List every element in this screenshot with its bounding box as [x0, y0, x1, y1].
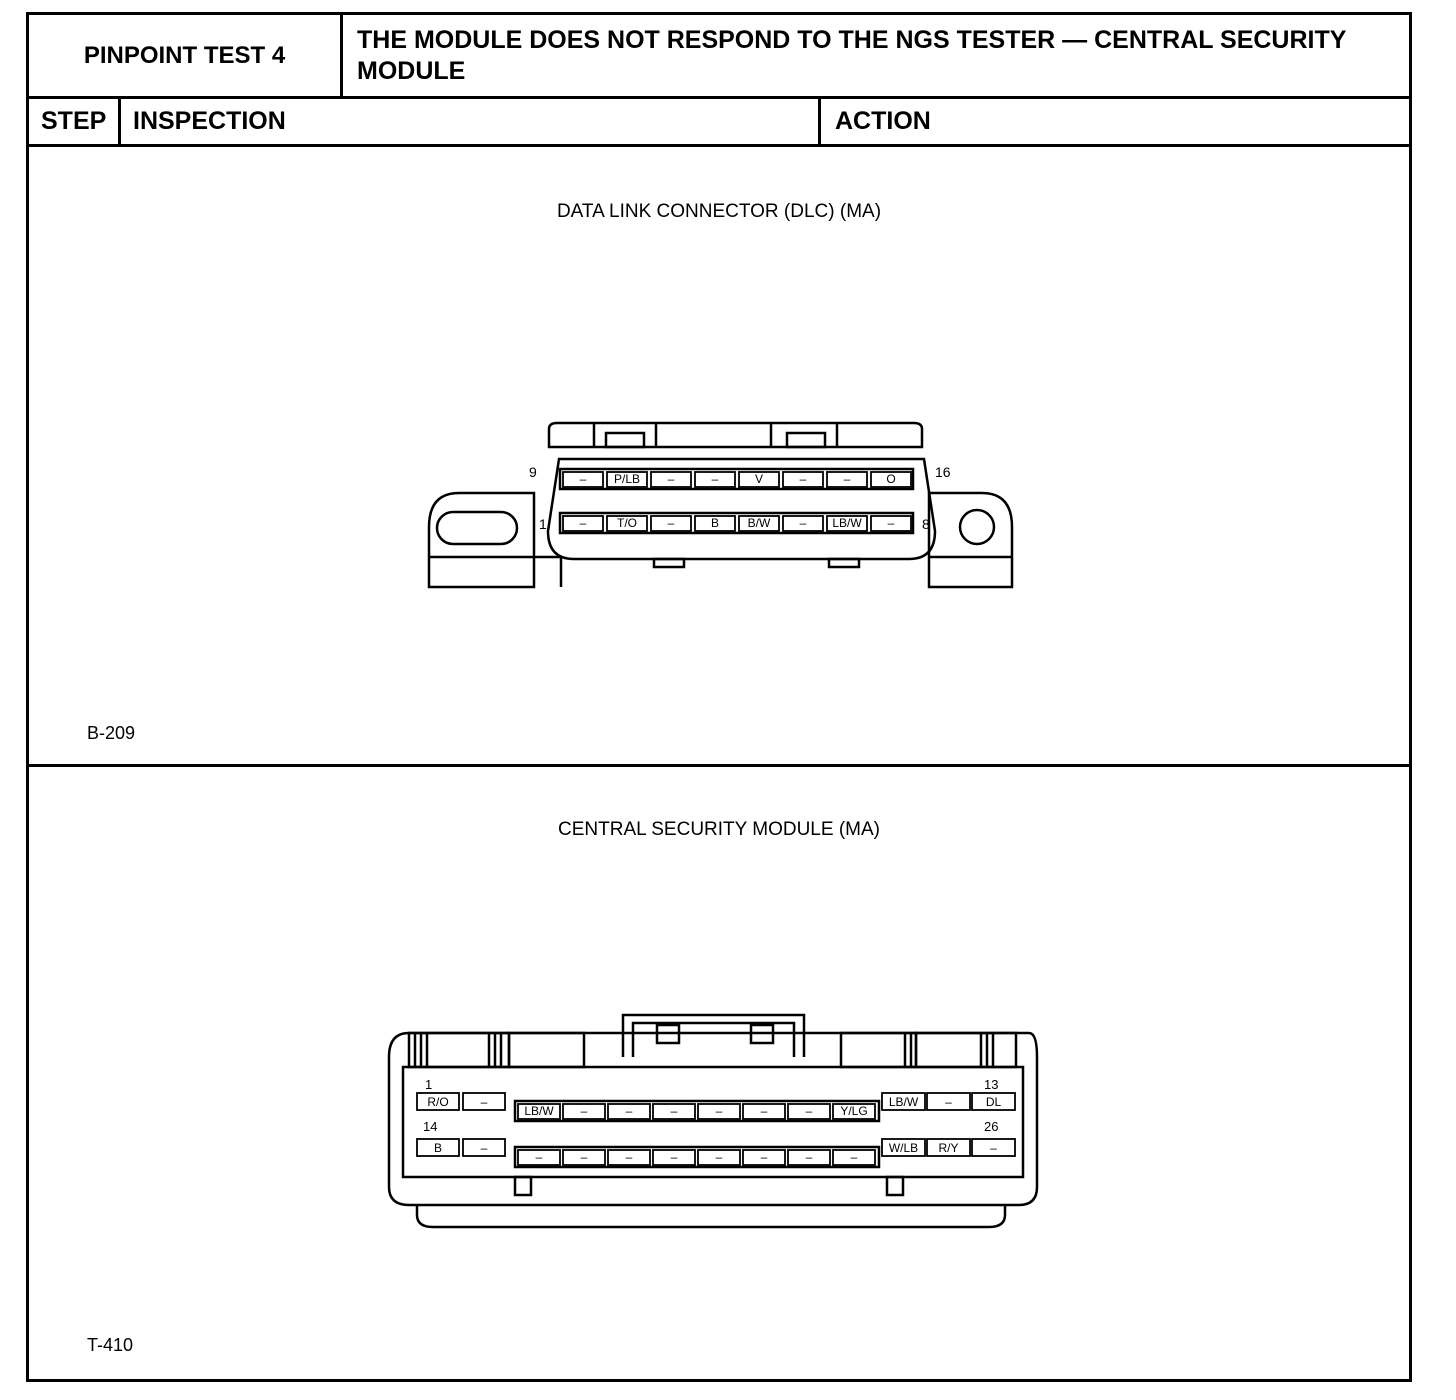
header-row: [29, 15, 1409, 99]
csm-bottom-left-pin-label-2: –: [480, 1141, 488, 1155]
csm-top-right-pin-label-2: –: [945, 1095, 952, 1109]
dlc-bottom-pin-label-6: –: [799, 516, 807, 530]
csm-top-mid-pin-label-3: –: [625, 1104, 633, 1118]
column-step: STEP: [29, 99, 121, 144]
csm-pin-1-label: 1: [425, 1077, 433, 1092]
dlc-bottom-pin-label-2: T/O: [617, 516, 637, 530]
csm-title: CENTRAL SECURITY MODULE (MA): [558, 819, 880, 840]
csm-bottom-mid-pin-label-6: –: [760, 1150, 768, 1164]
dlc-top-pin-label-4: –: [711, 472, 719, 486]
csm-top-mid-pin-label-1: LB/W: [524, 1104, 554, 1118]
dlc-bottom-pin-label-8: –: [887, 516, 895, 530]
dlc-panel: [29, 147, 1409, 767]
csm-top-left-pin-label-1: R/O: [427, 1095, 449, 1109]
dlc-pin-8-label: 8: [922, 516, 930, 532]
column-header-row: [29, 99, 1409, 147]
dlc-top-pin-label-7: –: [843, 472, 851, 486]
dlc-pin-16-label: 16: [935, 464, 951, 480]
csm-pin-26-label: 26: [984, 1119, 999, 1134]
dlc-code: B-209: [87, 723, 136, 743]
csm-top-mid-pin-label-6: –: [760, 1104, 768, 1118]
csm-bottom-right-pin-label-2: R/Y: [938, 1141, 959, 1155]
dlc-top-pin-label-8: O: [886, 472, 896, 486]
dlc-title: DATA LINK CONNECTOR (DLC) (MA): [556, 201, 882, 222]
dlc-top-pin-label-1: –: [579, 472, 587, 486]
csm-top-left-pin-label-2: –: [480, 1095, 488, 1109]
dlc-top-pin-label-3: –: [667, 472, 675, 486]
dlc-top-pin-label-6: –: [799, 472, 807, 486]
test-title: THE MODULE DOES NOT RESPOND TO THE NGS TESTER — CENTRAL SECURITY MODULE: [357, 26, 1346, 85]
csm-top-mid-pin-label-2: –: [580, 1104, 588, 1118]
csm-bottom-mid-pin-label-4: –: [670, 1150, 678, 1164]
csm-top-mid-pin-label-8: Y/LG: [840, 1104, 868, 1118]
test-label: PINPOINT TEST 4: [29, 15, 343, 96]
dlc-bottom-pin-label-4: B: [710, 516, 720, 530]
csm-bottom-mid-pin-label-2: –: [580, 1150, 588, 1164]
csm-bottom-right-pin-label-3: –: [990, 1141, 997, 1155]
dlc-bottom-pin-label-7: LB/W: [832, 516, 862, 530]
dlc-bottom-pin-label-5: B/W: [747, 516, 771, 530]
csm-bottom-mid-pin-label-8: –: [850, 1150, 858, 1164]
csm-diagram: [29, 767, 1409, 1383]
csm-pin-14-label: 14: [423, 1119, 438, 1134]
pinpoint-test-sheet: [26, 12, 1412, 1382]
dlc-top-pin-label-2: P/LB: [613, 472, 641, 486]
csm-bottom-mid-pin-label-1: –: [535, 1150, 543, 1164]
csm-bottom-right-pin-label-1: W/LB: [888, 1141, 919, 1155]
csm-bottom-mid-pin-label-7: –: [805, 1150, 813, 1164]
csm-bottom-mid-pin-label-3: –: [625, 1150, 633, 1164]
csm-top-mid-pin-label-7: –: [805, 1104, 813, 1118]
dlc-pin-1-label: 1: [539, 516, 547, 532]
csm-top-right-pin-label-3: DL: [985, 1095, 1002, 1109]
dlc-pin-9-label: 9: [529, 464, 537, 480]
csm-top-mid-pin-label-5: –: [715, 1104, 723, 1118]
column-inspection: INSPECTION: [121, 99, 821, 144]
csm-top-right-pin-label-1: LB/W: [888, 1095, 919, 1109]
column-action: ACTION: [835, 107, 931, 135]
csm-pin-13-label: 13: [984, 1077, 999, 1092]
csm-bottom-mid-pin-label-5: –: [715, 1150, 723, 1164]
dlc-bottom-pin-label-3: –: [667, 516, 675, 530]
dlc-top-pin-label-5: V: [754, 472, 764, 486]
csm-code: T-410: [87, 1335, 134, 1355]
csm-top-mid-pin-label-4: –: [670, 1104, 678, 1118]
csm-panel: [29, 767, 1409, 1379]
dlc-diagram: [29, 147, 1409, 767]
dlc-bottom-pin-label-1: –: [579, 516, 587, 530]
csm-bottom-left-pin-label-1: B: [433, 1141, 443, 1155]
